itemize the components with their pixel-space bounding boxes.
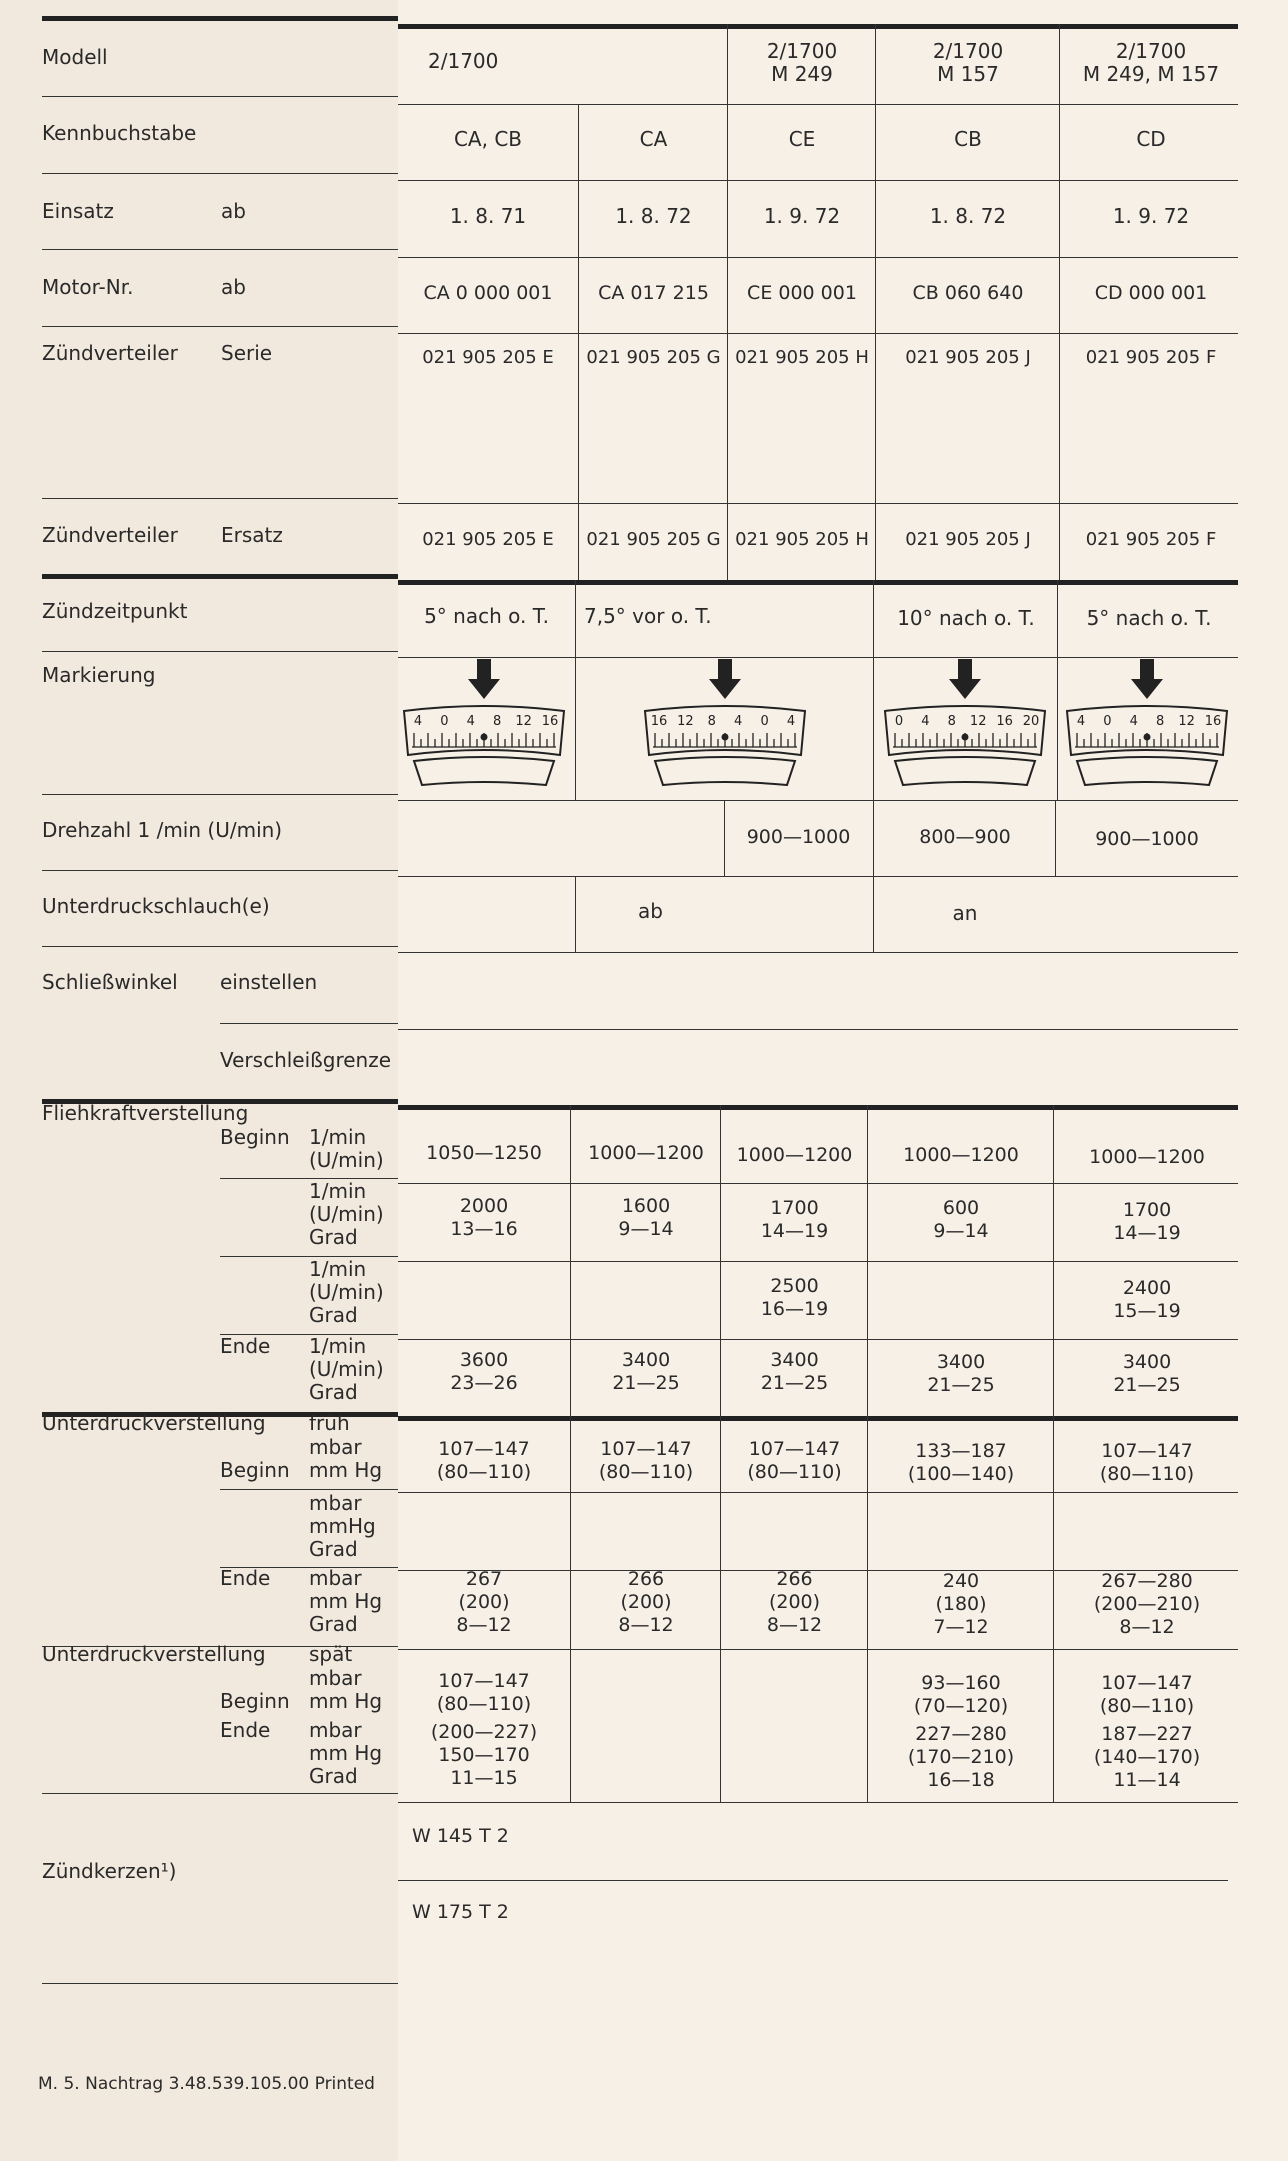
zzp-cell: 10° nach o. T.	[897, 606, 1035, 630]
unit-flieh-4: 1/min (U/min) Grad	[309, 1334, 384, 1404]
col-rule	[578, 104, 579, 580]
ufrueh-r1: 133—187 (100—140)	[907, 1440, 1015, 1485]
label-zuendkerzen: Zündkerzen¹)	[42, 1859, 177, 1883]
rule	[398, 257, 1238, 258]
dial-tick-label: 16	[1204, 714, 1222, 729]
kerze-1: W 145 T 2	[412, 1825, 509, 1847]
label-us-ende: Ende	[220, 1718, 271, 1742]
kenn-cell: CD	[1136, 127, 1166, 151]
motor-cell: CB 060 640	[912, 282, 1024, 304]
einsatz-cell: 1. 8. 71	[449, 204, 527, 228]
rule	[42, 946, 398, 947]
drehzahl-cell: 900—1000	[746, 826, 851, 848]
flieh-r1: 1000—1200	[1089, 1146, 1205, 1168]
col-rule	[1055, 800, 1056, 876]
flieh-r4: 3400 21—25	[760, 1349, 829, 1394]
uspaet-r1: 107—147 (80—110)	[436, 1670, 532, 1715]
label-schliesswinkel: Schließwinkel	[42, 970, 178, 994]
rule	[42, 249, 398, 250]
col-rule	[873, 876, 874, 952]
einsatz-cell: 1. 8. 72	[615, 204, 692, 228]
rule-thick	[398, 580, 1238, 585]
dial-tick-label: 12	[969, 714, 987, 729]
ufrueh-r3: 266 (200) 8—12	[618, 1568, 674, 1636]
kenn-cell: CB	[954, 127, 982, 151]
dial-tick-label: 4	[786, 714, 796, 729]
rule	[42, 794, 398, 795]
col-rule	[1059, 104, 1060, 580]
dial-scale	[645, 706, 805, 755]
flieh-r2: 1700 14—19	[760, 1197, 829, 1242]
dial-tick-label: 4	[1129, 714, 1138, 729]
dial-scale	[404, 706, 564, 755]
label-zv-serie: Zündverteiler	[42, 341, 178, 365]
label-ersatz: Ersatz	[221, 523, 283, 547]
arrow-down-icon	[1131, 679, 1163, 699]
dial-tick-label: 12	[677, 714, 694, 729]
arrow-shaft	[718, 659, 732, 681]
col-rule	[873, 800, 874, 876]
rule	[398, 1649, 1238, 1650]
drehzahl-cell: 800—900	[919, 826, 1011, 848]
footer-text: M. 5. Nachtrag 3.48.539.105.00 Printed	[38, 2074, 375, 2094]
uspaet-r2: 227—280 (170—210) 16—18	[907, 1723, 1015, 1791]
label-schlauch: Unterdruckschlauch(e)	[42, 894, 270, 918]
flieh-r1: 1050—1250	[426, 1142, 542, 1164]
ufrueh-r1: 107—147 (80—110)	[598, 1438, 694, 1483]
timing-mark-dial	[1057, 657, 1237, 797]
zv-serie-cell: 021 905 205 G	[586, 347, 721, 368]
rule	[398, 333, 1238, 334]
rule	[220, 1489, 398, 1490]
arrow-shaft	[477, 659, 491, 681]
label-fliehkraft: Fliehkraftverstellung	[42, 1101, 249, 1125]
einsatz-cell: 1. 9. 72	[763, 204, 841, 228]
unit-uf-3: mbar mm Hg Grad	[309, 1566, 383, 1636]
dial-tick-label: 4	[466, 714, 475, 729]
arrow-shaft	[958, 659, 972, 681]
ufrueh-r1: 107—147 (80—110)	[747, 1438, 842, 1483]
label-flieh-ende: Ende	[220, 1334, 271, 1358]
ufrueh-r3: 267—280 (200—210) 8—12	[1093, 1570, 1201, 1638]
dial-tick-label: 8	[493, 714, 502, 729]
timing-mark-dial	[575, 657, 873, 797]
dial-tick-label: 4	[734, 714, 743, 729]
label-motor: Motor-Nr.	[42, 275, 134, 299]
label-uf-beginn: Beginn	[220, 1458, 290, 1482]
uspaet-r2: (200—227) 150—170 11—15	[430, 1721, 538, 1789]
label-kennbuchstabe: Kennbuchstabe	[42, 121, 197, 145]
flieh-r3: 2400 15—19	[1113, 1277, 1181, 1322]
unit-uf-1: mbar mm Hg	[309, 1435, 383, 1482]
dial-tick-label: 0	[1103, 714, 1112, 729]
dial-housing	[414, 757, 554, 785]
label-serie: Serie	[221, 341, 273, 365]
modell-cell: 2/1700	[428, 49, 499, 73]
dial-tick-label: 0	[440, 714, 449, 729]
modell-cell: 2/1700 M 157	[932, 39, 1004, 86]
uspaet-r1: 93—160 (70—120)	[913, 1672, 1009, 1717]
ufrueh-r3: 266 (200) 8—12	[766, 1568, 823, 1636]
dial-tick-label: 8	[707, 714, 716, 729]
right-page	[398, 0, 1288, 2161]
dial-mark-dot	[722, 734, 729, 741]
dial-housing	[655, 757, 795, 785]
label-drehzahl: Drehzahl 1 /min (U/min)	[42, 818, 283, 842]
col-rule	[875, 104, 876, 580]
dial-tick-label: 8	[1156, 714, 1165, 729]
label-verschleiss: Verschleißgrenze	[220, 1048, 392, 1072]
rule	[42, 173, 398, 174]
left-page	[0, 0, 398, 2161]
label-zuendzeitpunkt: Zündzeitpunkt	[42, 599, 188, 623]
zv-ersatz-cell: 021 905 205 H	[735, 529, 869, 550]
zzp-cell: 5° nach o. T.	[424, 604, 549, 628]
uspaet-r1: 107—147 (80—110)	[1099, 1672, 1195, 1717]
dial-housing	[1077, 757, 1217, 785]
rule	[42, 1793, 398, 1794]
dial-tick-label: 4	[413, 714, 423, 729]
label-uf-ende: Ende	[220, 1566, 271, 1590]
zv-ersatz-cell: 021 905 205 G	[586, 529, 721, 550]
ufrueh-r1: 107—147 (80—110)	[1099, 1440, 1195, 1485]
unit-flieh-2: 1/min (U/min) Grad	[309, 1179, 384, 1249]
dial-mark-dot	[962, 734, 969, 741]
rule	[398, 1183, 1238, 1184]
rule	[398, 1492, 1238, 1493]
unit-us-2: mbar mm Hg Grad	[309, 1718, 383, 1788]
dial-tick-label: 12	[1178, 714, 1195, 729]
col-rule	[875, 24, 876, 106]
motor-cell: CE 000 001	[747, 282, 857, 304]
kenn-cell: CA, CB	[453, 127, 523, 151]
dial-mark-dot	[481, 734, 488, 741]
motor-cell: CA 0 000 001	[423, 282, 553, 304]
arrow-down-icon	[949, 679, 981, 699]
rule	[398, 1261, 1238, 1262]
arrow-down-icon	[709, 679, 741, 699]
rule	[398, 104, 1238, 105]
zv-ersatz-cell: 021 905 205 E	[422, 529, 554, 550]
einsatz-cell: 1. 8. 72	[929, 204, 1007, 228]
rule	[398, 503, 1238, 504]
dial-tick-label: 16	[541, 714, 559, 729]
unit-flieh-3: 1/min (U/min) Grad	[309, 1257, 384, 1327]
zv-serie-cell: 021 905 205 H	[735, 347, 869, 368]
rule	[398, 800, 1238, 801]
kenn-cell: CE	[788, 127, 816, 151]
rule	[42, 498, 398, 499]
dial-tick-label: 4	[921, 714, 930, 729]
ufrueh-r3: 267 (200) 8—12	[456, 1568, 512, 1636]
kerze-2: W 175 T 2	[412, 1901, 509, 1923]
rule	[398, 1802, 1238, 1803]
col-rule	[1059, 24, 1060, 106]
timing-mark-dial	[873, 657, 1057, 797]
col-rule	[867, 1105, 868, 1802]
label-us-beginn: Beginn	[220, 1689, 290, 1713]
label-spaet: spät	[309, 1642, 353, 1666]
schlauch-cell: ab	[638, 899, 663, 923]
dial-housing	[895, 757, 1035, 785]
schlauch-cell: an	[952, 901, 978, 925]
rule	[42, 326, 398, 327]
rule	[398, 876, 1238, 877]
col-rule	[570, 1105, 571, 1802]
flieh-r4: 3600 23—26	[450, 1349, 518, 1394]
zv-serie-cell: 021 905 205 J	[905, 347, 1031, 368]
flieh-r4: 3400 21—25	[612, 1349, 680, 1394]
label-einsatz-ab: ab	[221, 199, 246, 223]
flieh-r1: 1000—1200	[736, 1144, 853, 1166]
rule	[398, 1339, 1238, 1340]
col-rule	[575, 876, 576, 952]
kenn-cell: CA	[639, 127, 668, 151]
rule	[398, 1880, 1228, 1881]
dial-tick-label: 16	[996, 714, 1013, 729]
rule-top-right	[398, 24, 1238, 29]
label-flieh-beginn: Beginn	[220, 1125, 290, 1149]
label-zv-ersatz: Zündverteiler	[42, 523, 178, 547]
uspaet-r2: 187—227 (140—170) 11—14	[1093, 1723, 1201, 1791]
flieh-r1: 1000—1200	[903, 1144, 1019, 1166]
rule	[398, 952, 1238, 953]
rule-thick	[398, 1105, 1238, 1110]
dial-tick-label: 20	[1022, 714, 1040, 729]
zv-ersatz-cell: 021 905 205 F	[1085, 529, 1217, 550]
rule-top-left	[42, 16, 398, 21]
modell-cell: 2/1700 M 249, M 157	[1082, 39, 1220, 86]
flieh-r2: 1600 9—14	[618, 1195, 674, 1240]
dial-tick-label: 12	[515, 714, 532, 729]
dial-tick-label: 16	[650, 714, 668, 729]
unit-uf-2: mbar mmHg Grad	[309, 1491, 376, 1561]
flieh-r2: 600 9—14	[933, 1197, 989, 1242]
zv-serie-cell: 021 905 205 E	[422, 347, 554, 368]
label-einstellen: einstellen	[220, 970, 318, 994]
dial-tick-label: 0	[894, 714, 904, 729]
zzp-cell: 7,5° vor o. T.	[584, 604, 712, 628]
rule	[42, 96, 398, 97]
col-rule	[727, 24, 728, 106]
dial-scale	[1067, 706, 1227, 755]
dial-tick-label: 8	[947, 714, 956, 729]
rule	[42, 870, 398, 871]
zv-serie-cell: 021 905 205 F	[1085, 347, 1217, 368]
flieh-r1: 1000—1200	[588, 1142, 704, 1164]
rule-thick	[42, 574, 398, 579]
rule	[398, 180, 1238, 181]
ufrueh-r1: 107—147 (80—110)	[436, 1438, 532, 1483]
label-unterdruck-frueh: Unterdruckverstellung	[42, 1411, 266, 1435]
zv-ersatz-cell: 021 905 205 J	[905, 529, 1031, 550]
dial-tick-label: 0	[760, 714, 769, 729]
dial-mark-dot	[1144, 734, 1151, 741]
zzp-cell: 5° nach o. T.	[1086, 606, 1212, 630]
unit-flieh-1: 1/min (U/min)	[309, 1125, 384, 1172]
dial-scale	[885, 706, 1045, 755]
label-motor-ab: ab	[221, 275, 246, 299]
col-rule	[727, 104, 728, 580]
einsatz-cell: 1. 9. 72	[1112, 204, 1190, 228]
rule-thick	[398, 1416, 1238, 1421]
motor-cell: CA 017 215	[598, 282, 709, 304]
drehzahl-cell: 900—1000	[1095, 828, 1199, 850]
dial-tick-label: 4	[1076, 714, 1086, 729]
modell-cell: 2/1700 M 249	[766, 39, 838, 86]
motor-cell: CD 000 001	[1094, 282, 1208, 304]
arrow-down-icon	[468, 679, 500, 699]
rule	[220, 1023, 398, 1024]
rule	[42, 1983, 398, 1984]
ufrueh-r3: 240 (180) 7—12	[933, 1570, 989, 1638]
label-modell: Modell	[42, 45, 108, 69]
flieh-r4: 3400 21—25	[1113, 1351, 1181, 1396]
label-unterdruck-spaet: Unterdruckverstellung	[42, 1642, 266, 1666]
flieh-r2: 1700 14—19	[1113, 1199, 1181, 1244]
rule	[398, 1029, 1238, 1030]
flieh-r4: 3400 21—25	[927, 1351, 995, 1396]
flieh-r2: 2000 13—16	[450, 1195, 518, 1240]
col-rule	[1053, 1105, 1054, 1802]
rule	[42, 651, 398, 652]
label-markierung: Markierung	[42, 663, 156, 687]
label-einsatz: Einsatz	[42, 199, 114, 223]
arrow-shaft	[1140, 659, 1154, 681]
label-frueh: früh	[309, 1411, 350, 1435]
flieh-r3: 2500 16—19	[760, 1275, 829, 1320]
unit-us-1: mbar mm Hg	[309, 1666, 383, 1713]
timing-mark-dial	[398, 657, 575, 797]
col-rule	[720, 1105, 721, 1802]
